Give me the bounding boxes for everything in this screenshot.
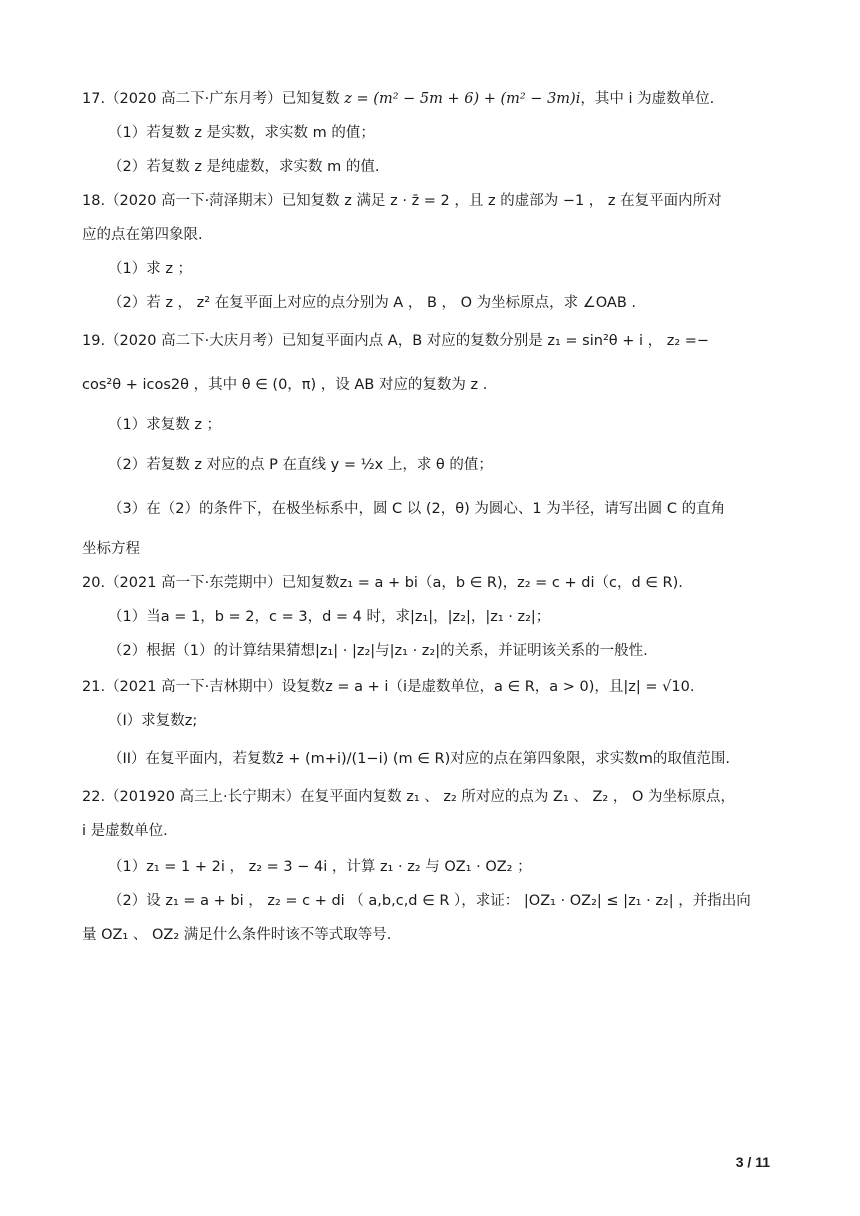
problem-22-part-1: （1）z₁ = 1 + 2i ， z₂ = 3 − 4i ，计算 z₁ · z₂ 与 OZ₁ · OZ₂ ； bbox=[108, 859, 532, 875]
problem-19-part-1: （1）求复数 z ； bbox=[108, 417, 222, 433]
problem-21-part-1: （I）求复数z; bbox=[108, 713, 198, 729]
problem-18-stem: 18.（2020 高一下·菏泽期末）已知复数 z 满足 z · z̄ = 2 ，且 z 的虚部为 −1 ， z 在复平面内所对 bbox=[82, 193, 722, 209]
problem-17-stem: 17.（2020 高二下·广东月考）已知复数 z = (m² − 5m + 6) + (m² − 3m)i，其中 i 为虚数单位. bbox=[82, 91, 715, 107]
page-number: 3 / 11 bbox=[735, 1154, 770, 1170]
problem-22-part-2-cont: 量 OZ₁ 、 OZ₂ 满足什么条件时该不等式取等号. bbox=[82, 927, 392, 943]
problem-22-part-2: （2）设 z₁ = a + bi ， z₂ = c + di （ a,b,c,d ∈ R ），求证： |OZ₁ · OZ₂| ≤ |z₁ · z₂| ，并指出向 bbox=[108, 893, 751, 909]
problem-17-part-1: （1）若复数 z 是实数，求实数 m 的值； bbox=[108, 125, 375, 141]
problem-19-part-3: （3）在（2）的条件下，在极坐标系中，圆 C 以 (2，θ) 为圆心、1 为半径，请写出圆 C 的直角 bbox=[108, 501, 726, 517]
problem-18-part-2: （2）若 z ， z² 在复平面上对应的点分别为 A ， B ， O 为坐标原点，求 ∠OAB . bbox=[108, 295, 636, 311]
problem-17-formula: z = (m² − 5m + 6) + (m² − 3m)i bbox=[344, 91, 581, 107]
problem-17-part-2: （2）若复数 z 是纯虚数，求实数 m 的值. bbox=[108, 159, 380, 175]
problem-21-stem: 21.（2021 高一下·吉林期中）设复数z = a + i（i是虚数单位，a ∈ R，a > 0)，且|z| = √10. bbox=[82, 679, 695, 695]
problem-18-part-1: （1）求 z ； bbox=[108, 261, 193, 277]
problem-19-stem: 19.（2020 高二下·大庆月考）已知复平面内点 A，B 对应的复数分别是 z₁ = sin²θ + i ， z₂ =− bbox=[82, 333, 710, 349]
problem-19-stem-cont: cos²θ + icos2θ ，其中 θ ∈ (0，π) ，设 AB 对应的复数为 z . bbox=[82, 377, 488, 393]
problem-22-stem-cont: i 是虚数单位. bbox=[82, 823, 168, 839]
problem-19-part-3-cont: 坐标方程 bbox=[82, 541, 140, 557]
problem-21-part-2: （II）在复平面内，若复数z̄ + (m+i)/(1−i) (m ∈ R)对应的点在第四象限，求实数m的取值范围. bbox=[108, 751, 730, 767]
problem-20-part-1: （1）当a = 1，b = 2，c = 3，d = 4 时，求|z₁|，|z₂|，|z₁ · z₂|； bbox=[108, 609, 551, 625]
problem-18-stem-cont: 应的点在第四象限. bbox=[82, 227, 203, 243]
problem-20-stem: 20.（2021 高一下·东莞期中）已知复数z₁ = a + bi（a，b ∈ R)，z₂ = c + di（c，d ∈ R). bbox=[82, 575, 683, 591]
problem-19-part-2: （2）若复数 z 对应的点 P 在直线 y = ½x 上，求 θ 的值； bbox=[108, 457, 493, 473]
problem-22-stem: 22.（201920 高三上·长宁期末）在复平面内复数 z₁ 、 z₂ 所对应的点为 Z₁ 、 Z₂ ， O 为坐标原点， bbox=[82, 789, 735, 805]
problem-20-part-2: （2）根据（1）的计算结果猜想|z₁| · |z₂|与|z₁ · z₂|的关系，并证明该关系的一般性. bbox=[108, 643, 648, 659]
